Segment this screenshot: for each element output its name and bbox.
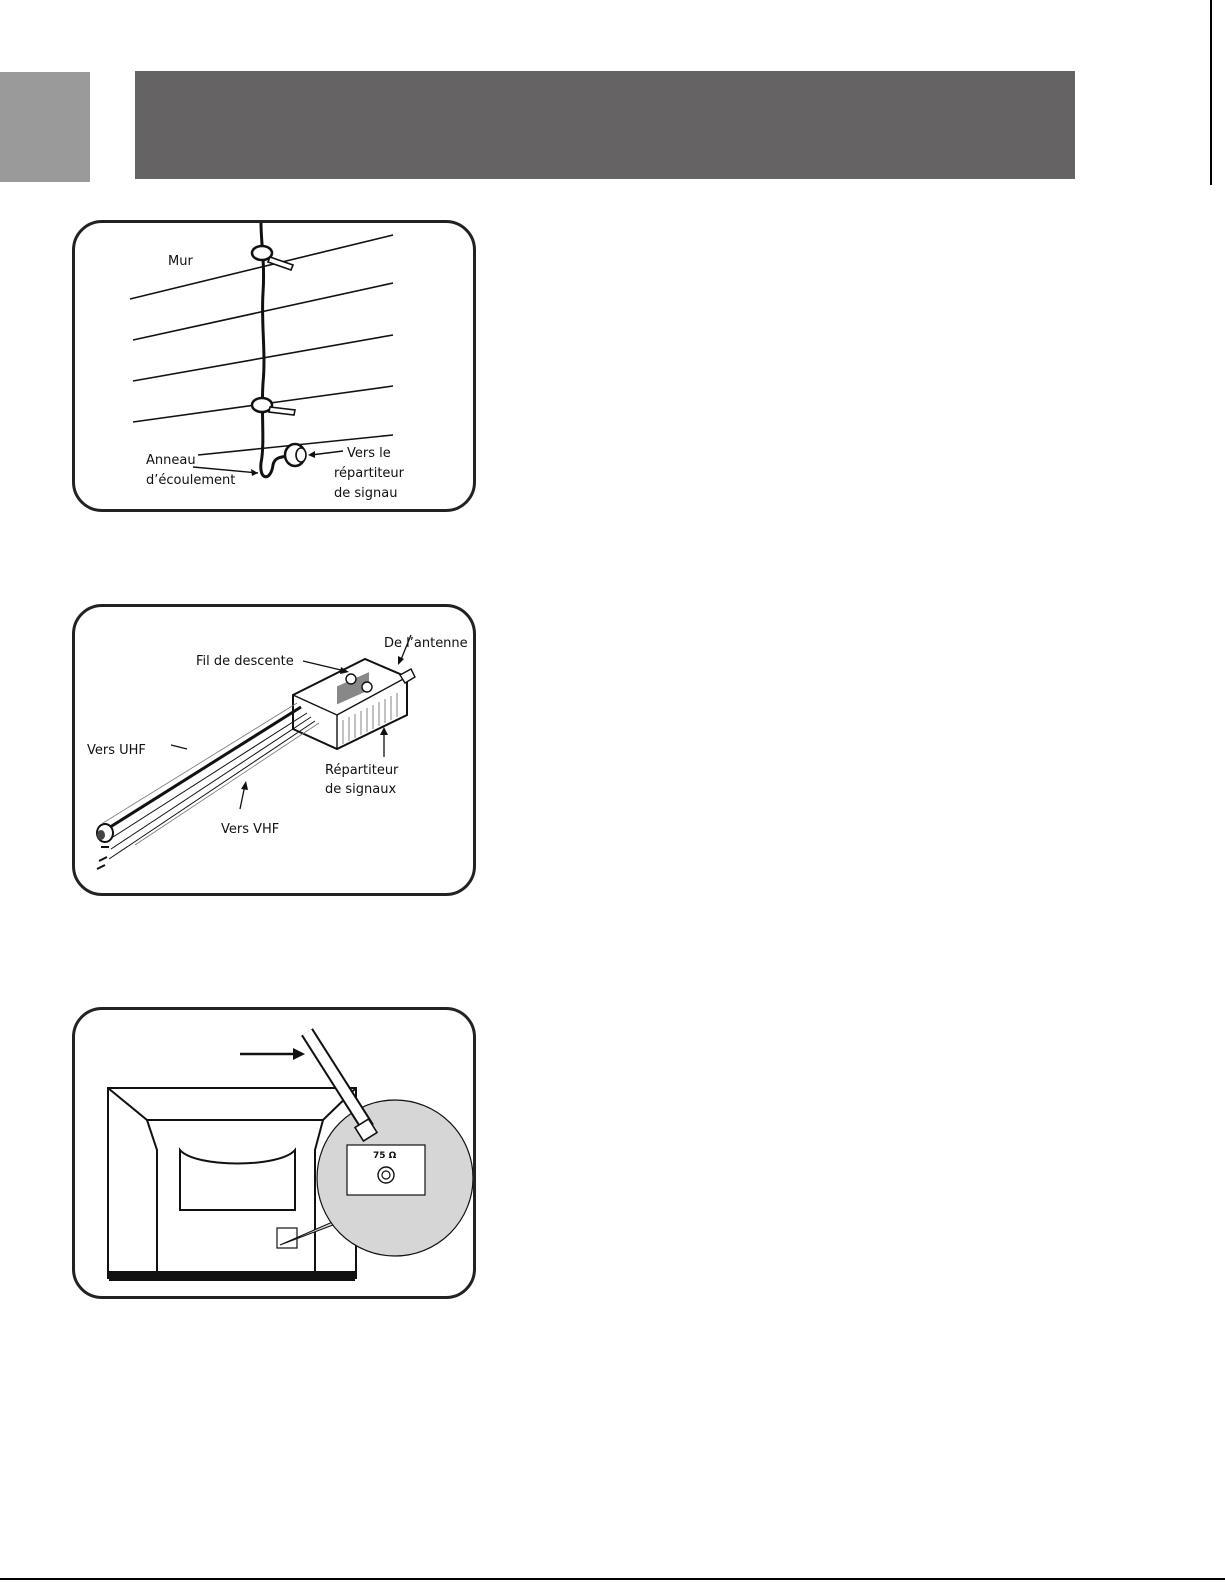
crop-mark-bottom	[0, 1578, 1225, 1580]
lead-in-wire-label: Fil de descente	[196, 654, 294, 669]
signal-splitter-illustration	[75, 607, 476, 896]
vhf-label: Vers VHF	[221, 822, 280, 837]
uhf-connector	[97, 824, 113, 842]
wall-label: Mur	[168, 254, 193, 269]
figure-tv-antenna-jack	[72, 1007, 476, 1299]
to-splitter-label-1: Vers le	[347, 446, 391, 461]
header-band	[135, 71, 1075, 179]
standoff-insulator-top	[252, 246, 293, 270]
from-antenna-label: De l’antenne	[384, 636, 468, 651]
to-splitter-label-2: répartiteur	[334, 466, 405, 481]
figure-signal-splitter	[72, 604, 476, 896]
jack-75-ohm-label: 75 Ω	[373, 1151, 397, 1161]
figure-drip-loop	[72, 220, 476, 512]
drip-loop-illustration	[75, 223, 476, 512]
tv-jack-illustration	[75, 1010, 476, 1299]
coax-connector	[285, 444, 306, 466]
splitter-label-2: de signaux	[325, 782, 397, 797]
splitter-body	[293, 659, 415, 749]
drip-loop-label-1: Anneau	[146, 453, 196, 468]
to-splitter-label-3: de signau	[334, 486, 398, 501]
cable-bundle	[103, 703, 319, 859]
drip-loop-label-2: d’écoulement	[146, 473, 236, 488]
section-tab	[0, 72, 90, 182]
uhf-label: Vers UHF	[87, 743, 146, 758]
splitter-label-1: Répartiteur	[325, 763, 399, 778]
crop-mark-right	[1210, 0, 1212, 185]
